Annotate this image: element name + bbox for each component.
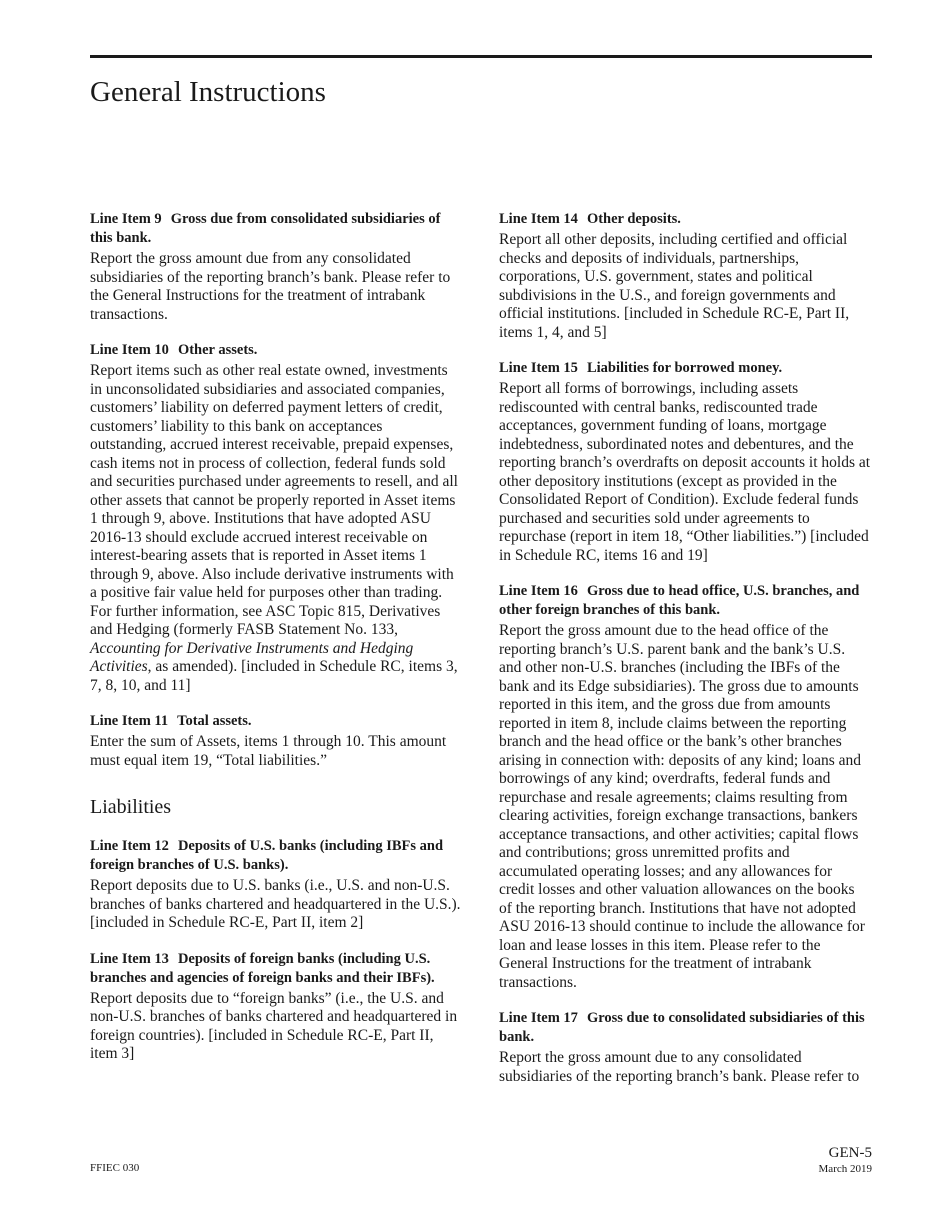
line-item-14-title: Other deposits. [586, 211, 681, 227]
line-item-10-body-citation: Accounting for Derivative Instruments and Hedging Activities [90, 639, 414, 675]
line-item-16 [499, 582, 871, 992]
line-item-10-heading [90, 341, 462, 360]
line-item-10 [90, 341, 462, 695]
top-rule [90, 55, 872, 58]
line-item-9-heading [90, 210, 462, 248]
footer-page-number: GEN-5 [828, 1145, 872, 1161]
line-item-11-body: Enter the sum of Assets, items 1 through 10. This amount must equal item 19, “Total liabilities.” [90, 733, 447, 769]
footer-form-id: FFIEC 030 [90, 1162, 140, 1174]
line-item-17 [499, 1009, 871, 1086]
line-item-15-body: Report all forms of borrowings, including assets rediscounted with central banks, rediscounted trade acceptances, government funding of loans, mortgage indebtedness, subordinated notes and debentures, and the reporting branch’s overdrafts on deposit accounts it holds at other depository institutions (except as provided in the Consolidated Report of Condition). Exclude federal funds purchased and securities sold under agreements to repurchase (report in item 18, “Other liabilities.”) [included in Schedule RC, items 16 and 19] [499, 380, 871, 564]
line-item-14-heading [499, 210, 871, 229]
section-heading-liabilities: Liabilities [90, 796, 172, 818]
line-item-9-body: Report the gross amount due from any consolidated subsidiaries of the reporting branch’s bank. Please refer to the General Instructions for the treatment of intrabank transactions. [90, 250, 451, 323]
line-item-16-number: Line Item 16 [499, 583, 578, 599]
line-item-10-number: Line Item 10 [90, 342, 169, 358]
line-item-15 [499, 359, 871, 565]
line-item-17-body: Report the gross amount due to any consolidated subsidiaries of the reporting branch’s bank. Please refer to [499, 1049, 860, 1085]
line-item-9-number: Line Item 9 [90, 211, 162, 227]
line-item-16-body: Report the gross amount due to the head office of the reporting branch’s U.S. parent bank and the bank’s U.S. and other non-U.S. branches (including the IBFs of the bank and its Edge subsidiaries). The gross due to amounts reported in this item, and the gross due from amounts reported in item 8, include claims between the reporting branch and the head office or the bank’s other branches arising in connection with: deposits of any kind; loans and borrowings of any kind; overdrafts, federal funds and repurchase and resale agreements; claims resulting from clearing activities, foreign exchange transactions, bankers acceptance transactions, and other activities; capital flows and contributions; gross unremitted profits and accumulated operating losses; and any allowances for credit losses and other valuation allowances on the books of the reporting branch. Institutions that have not adopted ASU 2016-13 should continue to include the allowance for loan and lease losses in this item. Please refer to the General Instructions for the treatment of intrabank transactions. [499, 622, 865, 991]
line-item-11 [90, 712, 462, 770]
line-item-15-title: Liabilities for borrowed money. [586, 360, 783, 376]
line-item-10-body-part-b: , as amended). [included in Schedule RC, items 3, 7, 8, 10, and 11] [90, 658, 458, 694]
line-item-14-body: Report all other deposits, including certified and official checks and deposits of individuals, partnerships, corporations, U.S. government, states and political subdivisions in the U.S., and foreign governments and official institutions. [included in Schedule RC-E, Part II, items 1, 4, and 5] [499, 231, 850, 341]
line-item-17-title: Gross due to consolidated subsidiaries of this bank. [499, 1010, 865, 1045]
line-item-10-title: Other assets. [177, 342, 258, 358]
line-item-13 [90, 950, 462, 1064]
footer-date: March 2019 [818, 1163, 872, 1175]
line-item-12 [90, 837, 462, 933]
line-item-9 [90, 210, 462, 324]
right-column [499, 210, 871, 1086]
line-item-10-body-part-a: Report items such as other real estate owned, investments in unconsolidated subsidiaries and associated companies, customers’ liability on deferred payment letters of credit, customers’ liability to this bank on acceptances outstanding, accrued interest receivable, prepaid expenses, cash items not in process of collection, federal funds sold and securities purchased under agreements to resell, and all other assets that cannot be properly reported in Asset items 1 through 9, above. Institutions that have adopted ASU 2016-13 should exclude accrued interest receivable on interest-bearing assets that is reported in Asset items 1 through 9, above. Also include derivative instruments with a positive fair value held for purposes other than trading. For further information, see ASC Topic 815, Derivatives and Hedging (formerly FASB Statement No. 133, [90, 362, 458, 638]
page-title: General Instructions [90, 76, 326, 108]
line-item-17-number: Line Item 17 [499, 1010, 578, 1026]
line-item-16-title: Gross due to head office, U.S. branches, and other foreign branches of this bank. [499, 583, 860, 618]
line-item-12-body: Report deposits due to U.S. banks (i.e., U.S. and non-U.S. branches of banks chartered and headquartered in the U.S.). [included in Schedule RC-E, Part II, item 2] [90, 877, 461, 931]
line-item-13-heading [90, 950, 462, 988]
line-item-10-body [90, 362, 462, 695]
line-item-12-heading [90, 837, 462, 875]
line-item-13-number: Line Item 13 [90, 950, 169, 967]
line-item-12-number: Line Item 12 [90, 838, 169, 854]
line-item-15-heading [499, 359, 871, 378]
line-item-14 [499, 210, 871, 342]
line-item-13-title: Deposits of foreign banks (including U.S. branches and agencies of foreign banks and their IBFs). [90, 950, 435, 986]
line-item-11-title: Total assets. [177, 713, 252, 729]
line-item-9-title: Gross due from consolidated subsidiaries of this bank. [90, 211, 441, 246]
line-item-16-heading [499, 582, 871, 620]
line-item-11-heading [90, 712, 462, 731]
line-item-13-body: Report deposits due to “foreign banks” (i.e., the U.S. and non-U.S. branches of banks chartered and headquartered in foreign countries). [included in Schedule RC-E, Part II, item 3] [90, 989, 458, 1062]
line-item-14-number: Line Item 14 [499, 211, 578, 227]
line-item-11-number: Line Item 11 [90, 713, 169, 729]
line-item-15-number: Line Item 15 [499, 360, 578, 376]
left-column [90, 210, 462, 1064]
line-item-12-title: Deposits of U.S. banks (including IBFs and foreign branches of U.S. banks). [90, 838, 444, 873]
line-item-17-heading [499, 1009, 871, 1047]
